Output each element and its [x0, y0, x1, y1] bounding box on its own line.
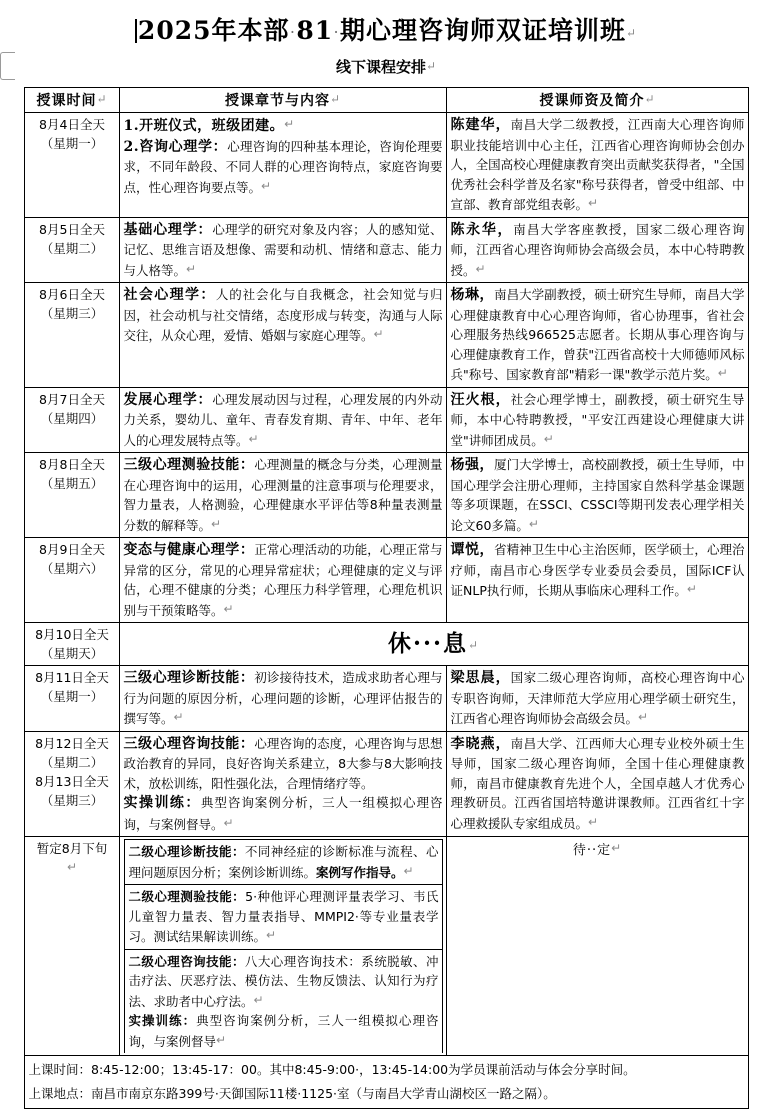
pilcrow-icon: ↵ — [543, 431, 554, 446]
pilcrow-icon: ↵ — [611, 841, 623, 855]
inner-row — [124, 949, 442, 1053]
time-line: 8月11日全天 — [35, 670, 109, 685]
time-line: 8月4日全天 — [39, 117, 105, 132]
cell-footer-notes — [24, 1056, 748, 1109]
table-row — [24, 283, 748, 388]
document-page — [0, 8, 772, 1101]
document-subtitle — [0, 56, 772, 77]
pilcrow-icon: ↵ — [266, 928, 277, 942]
title-tail: 期心理咨询师双证培训班 — [340, 16, 627, 45]
inner-row — [124, 885, 442, 950]
table-row — [24, 731, 748, 837]
footer-class-time: 上课时间：8:45-12:00；13:45-17：00。其中8:45-9:00·，13:45-14:00为学员课前活动与体会分享时间。 — [28, 1062, 636, 1077]
pilcrow-icon: ↵ — [186, 261, 197, 276]
text-caret-icon — [135, 19, 137, 43]
table-row — [24, 453, 748, 538]
time-line: （星期一） — [40, 689, 104, 704]
content-item: 发展心理学：心理发展动因与过程，心理发展的内外动力关系，婴幼儿、童年、青春发育期、青年、中年、老年人的心理发展特点等。↵ — [123, 391, 443, 448]
title-main: 2025年本部 — [137, 16, 290, 45]
inner-row — [124, 840, 442, 885]
content-item: 变态与健康心理学：正常心理活动的功能，心理正常与异常的区分，常见的心理异常症状；心理健康的定义与评估，心理不健康的分类；心理压力科学管理，心理危机识别与干预策略等。↵ — [123, 542, 443, 618]
title-number: 81 — [296, 16, 334, 45]
pilcrow-icon: ↵ — [626, 26, 638, 40]
time-line: 8月12日全天 — [35, 735, 109, 751]
cell-time — [24, 217, 119, 283]
content-item: 社会心理学：人的社会化与自我概念，社会知觉与归因，社会动机与社交情绪，态度形成与转变，沟通与人际交往，从众心理，爱情、婚姻与家庭心理等。↵ — [123, 287, 443, 343]
pilcrow-icon: ↵ — [66, 860, 78, 874]
pilcrow-icon: ↵ — [588, 196, 599, 210]
time-line: （星期五） — [40, 476, 104, 491]
time-line: （星期二） — [40, 240, 104, 256]
pilcrow-icon: ↵ — [588, 814, 599, 829]
cell-teacher — [446, 217, 748, 283]
course-schedule-table — [24, 87, 749, 1109]
cell-content — [119, 217, 446, 283]
time-line: （星期二） — [40, 754, 104, 770]
header-time: 授课时间↵ — [24, 88, 119, 113]
cell-content — [119, 283, 446, 388]
teacher-info: 汪火根，社会心理学博士，副教授，硕士研究生导师，本中心特聘教授，"平安江西建设心理健康大讲堂"讲师团成员。↵ — [450, 391, 745, 448]
pilcrow-icon: ↵ — [223, 815, 234, 830]
pilcrow-icon: ↵ — [403, 863, 414, 878]
teacher-info: 陈永华，南昌大学客座教授，国家二级心理咨询师，江西省心理咨询师协会高级会员，本中心特聘教授。↵ — [450, 221, 745, 278]
cell-content — [119, 387, 446, 453]
time-line: 8月5日全天 — [39, 221, 105, 237]
teacher-info: 杨强，厦门大学博士，高校副教授，硕士生导师，中国心理学会注册心理师，主持国家自然科学基金课题等多项课题，在SSCI、CSSCI等期刊发表心理学相关论文60多篇。↵ — [450, 457, 745, 533]
table-row-rest — [24, 623, 748, 666]
header-teacher: 授课师资及简介↵ — [446, 88, 748, 113]
inner-content-table — [124, 839, 443, 1053]
cell-rest-day — [119, 623, 748, 666]
time-line: 8月8日全天 — [39, 457, 105, 472]
cell-time — [24, 453, 119, 538]
cell-teacher — [446, 666, 748, 732]
pilcrow-icon: ↵ — [638, 710, 649, 724]
pilcrow-icon: ↵ — [253, 992, 264, 1007]
cell-time — [24, 113, 119, 218]
content-item: 三级心理咨询技能：心理咨询的态度，心理咨询与思想政治教育的异同，良好咨询关系建立，8大参与8大影响技术，放松训练，阳性强化法，合理情绪疗等。 — [123, 735, 443, 791]
cell-content — [119, 453, 446, 538]
time-line: 8月10日全天 — [35, 627, 109, 642]
content-item: 1.开班仪式，班级团建。↵ — [123, 117, 295, 134]
cell-teacher — [446, 113, 748, 218]
cell-content — [119, 113, 446, 218]
tbd-label: 待··定 — [572, 843, 612, 858]
teacher-info: 谭悦，省精神卫生中心主治医师，医学硕士，心理治疗师，南昌市心身医学专业委员会委员，国际ICF认证NLP执行师，长期从事临床心理科工作。↵ — [450, 542, 745, 598]
time-line: （星期六） — [40, 561, 104, 576]
rest-label: 休···息 — [387, 630, 468, 657]
time-line: （星期一） — [40, 136, 104, 151]
cell-teacher — [446, 731, 748, 837]
pilcrow-icon: ↵ — [248, 431, 259, 446]
time-line: 8月7日全天 — [39, 391, 105, 407]
cell-teacher — [446, 538, 748, 623]
pilcrow-icon: ↵ — [475, 261, 486, 276]
pilcrow-icon: ↵ — [329, 92, 342, 106]
table-row-tbd — [24, 837, 748, 1056]
table-row-footer — [24, 1056, 748, 1109]
cell-time — [24, 623, 119, 666]
pilcrow-icon: ↵ — [373, 327, 384, 341]
cell-teacher — [446, 387, 748, 453]
time-line: 8月6日全天 — [39, 287, 105, 302]
header-content: 授课章节与内容↵ — [119, 88, 446, 113]
cell-time — [24, 387, 119, 453]
time-line: （星期天） — [40, 646, 104, 661]
pilcrow-icon: ↵ — [96, 92, 108, 106]
table-row — [24, 113, 748, 218]
footer-class-location: 上课地点：南昌市南京东路399号·天御国际11楼·1125·室（与南昌大学青山湖校区一路之隔）。 — [28, 1086, 556, 1101]
cell-teacher — [446, 283, 748, 388]
pilcrow-icon: ↵ — [261, 178, 272, 193]
pilcrow-icon: ↵ — [211, 516, 222, 531]
teacher-info: 陈建华，南昌大学二级教授，江西南大心理咨询师职业技能培训中心主任，江西省心理咨询师协会创办人，全国高校心理健康教育突出贡献奖获得者，"全国优秀社会科学普及名家"称号获得者，曾受中组部、中宣部、教育部党组表彰。↵ — [450, 117, 745, 212]
cell-time — [24, 837, 119, 1056]
cell-time — [24, 731, 119, 837]
sub-content-diagnosis: 二级心理诊断技能：不同神经症的诊断标准与流程、心理问题原因分析；案例诊断训练。案例写作指导。↵ — [124, 840, 442, 885]
pilcrow-icon: ↵ — [223, 601, 234, 616]
teacher-info: 李晓燕，南昌大学、江西师大心理专业校外硕士生导师，国家二级心理咨询师，全国十佳心理健康教师，南昌市健康教育先进个人，全国卓越人才优秀心理教研员。江西省国培特邀讲课教师。江西省红十字心理救援队专家组成员。↵ — [450, 735, 745, 831]
table-row — [24, 217, 748, 283]
table-body — [24, 113, 748, 1109]
pilcrow-icon: ↵ — [425, 59, 437, 73]
pilcrow-icon: ↵ — [216, 1032, 227, 1047]
cell-content — [119, 666, 446, 732]
content-item: 实操训练：典型咨询案例分析，三人一组模拟心理咨询，与案例督导。↵ — [123, 795, 443, 832]
teacher-info: 梁思晨，国家二级心理咨询师，高校心理咨询中心专职咨询师，天津师范大学应用心理学硕士研究生，江西省心理咨询师协会高级会员。↵ — [450, 670, 745, 726]
cell-content — [119, 731, 446, 837]
cell-time — [24, 283, 119, 388]
time-line: 8月9日全天 — [39, 542, 105, 557]
pilcrow-icon: ↵ — [467, 638, 481, 652]
dot-separator-icon: · — [334, 26, 339, 39]
content-item: 2.咨询心理学：心理咨询的四种基本理论，咨询伦理要求，不同年龄段、不同人群的心理咨询特点，家庭咨询要点，性心理咨询要点等。↵ — [123, 138, 443, 195]
cell-time — [24, 538, 119, 623]
content-item: 三级心理测验技能：心理测量的概念与分类，心理测量在心理咨询中的运用，心理测量的注意事项与伦理要求，智力量表，人格测验，心理健康水平评估等8种量表测量分数的解释等。↵ — [123, 457, 443, 533]
table-row — [24, 666, 748, 732]
pilcrow-icon: ↵ — [284, 117, 295, 131]
sub-content-counseling: 二级心理咨询技能：八大心理咨询技术：系统脱敏、冲击疗法、厌恶疗法、模仿法、生物反馈法、认知行为疗法、求助者中心疗法。↵ 实操训练：典型咨询案例分析，三人一组模拟心理咨询，与案例督导↵ — [124, 949, 442, 1053]
pilcrow-icon: ↵ — [644, 92, 656, 106]
table-row — [24, 538, 748, 623]
cell-time — [24, 666, 119, 732]
document-title — [0, 8, 772, 50]
margin-bracket-icon — [0, 52, 15, 80]
time-line: 暂定8月下旬 — [36, 841, 108, 856]
cell-teacher — [446, 453, 748, 538]
content-item: 基础心理学：心理学的研究对象及内容；人的感知觉、记忆、思维言语及想像、需要和动机、情绪和意志、能力与人格等。↵ — [123, 221, 443, 278]
cell-content — [119, 538, 446, 623]
pilcrow-icon: ↵ — [686, 582, 697, 596]
time-line: （星期三） — [40, 306, 104, 321]
pilcrow-icon: ↵ — [173, 710, 184, 724]
subtitle-text: 线下课程安排 — [335, 58, 426, 76]
time-line: （星期三） — [40, 792, 104, 808]
dot-separator-icon: · — [290, 26, 296, 39]
cell-teacher-tbd — [446, 837, 748, 1056]
time-line: （星期四） — [40, 410, 104, 426]
content-item: 三级心理诊断技能：初诊接待技术，造成求助者心理与行为问题的原因分析，心理问题的诊断，心理评估报告的撰写等。↵ — [123, 670, 443, 726]
teacher-info: 杨琳，南昌大学副教授，硕士研究生导师，南昌大学心理健康教育中心心理咨询师，省心协理事，省社会心理服务热线966525志愿者。长期从事心理咨询与心理健康教育工作，曾获"江西省高校十大师德师风标兵"称号、国家教育部"精彩一课"教学示范片奖。↵ — [450, 287, 745, 382]
pilcrow-icon: ↵ — [717, 366, 728, 380]
table-header-row — [24, 88, 748, 113]
cell-content-multi — [119, 837, 446, 1056]
table-row — [24, 387, 748, 453]
sub-content-测验: 二级心理测验技能：5·种他评心理测评量表学习、韦氏儿童智力量表、智力量表指导、MMPI2·等专业量表学习。测试结果解读训练。↵ — [124, 885, 442, 950]
pilcrow-icon: ↵ — [528, 516, 539, 531]
time-line: 8月13日全天 — [35, 773, 109, 789]
